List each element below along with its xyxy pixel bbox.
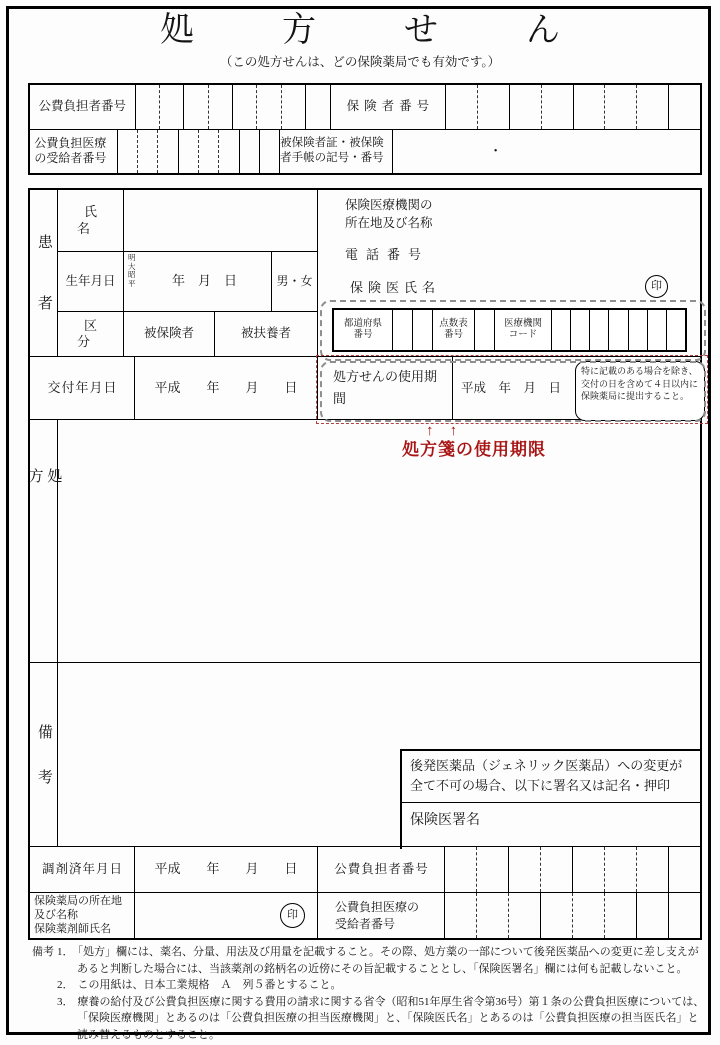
digit-cell[interactable] (510, 85, 542, 129)
digit-cell[interactable] (637, 847, 669, 892)
period-date-field[interactable]: 平成 年 月 日 (461, 380, 562, 395)
digit-cell[interactable] (179, 130, 199, 174)
generic-change-text: 後発医薬品（ジェネリック医薬品）への変更が全て不可の場合、以下に署名又は記名・押印 (402, 751, 702, 803)
kohi-futansha-number-label-bottom: 公費負担者番号 (318, 847, 445, 893)
digit-cell[interactable] (199, 130, 219, 174)
hokensha-number-label: 保険者番号 (331, 85, 446, 129)
digit-cell[interactable] (160, 85, 184, 129)
pharmacy-label: 保険薬局の所在地及び名称 保険薬剤師氏名 (30, 893, 135, 938)
patient-section-label: 患者 (30, 190, 58, 357)
digit-cell[interactable] (209, 85, 233, 129)
annotation-text: 処方箋の使用期限 (402, 440, 546, 459)
digit-cell[interactable] (478, 85, 510, 129)
category-dependent-cell[interactable]: 被扶養者 (215, 312, 318, 357)
digit-cell[interactable] (282, 85, 306, 129)
pref-number-label: 都道府県番号 (334, 310, 393, 350)
category-insured-cell[interactable]: 被保険者 (124, 312, 215, 357)
kohi-futansha-number-cells-bottom (445, 847, 700, 893)
doctor-seal-icon: 印 (645, 275, 668, 298)
dispensed-date-label: 調剤済年月日 (30, 847, 135, 893)
digit-cell[interactable] (509, 847, 541, 892)
digit-cell[interactable] (573, 847, 605, 892)
issue-date-field[interactable]: 平成 年 月 日 (135, 357, 318, 420)
digit-cell[interactable] (260, 130, 279, 174)
patient-name-field[interactable] (124, 190, 318, 252)
birthdate-ymd: 年 月 日 (171, 273, 237, 289)
table-row (30, 130, 700, 174)
table-row (30, 85, 700, 130)
patient-sex-field[interactable]: 男・女 (272, 252, 318, 312)
digit-cell[interactable] (637, 893, 669, 938)
clinic-phone-label: 電話番号 (345, 247, 430, 262)
digit-cell[interactable] (240, 130, 260, 174)
clinic-address-label: 保険医療機関の所在地及び名称 (345, 198, 433, 231)
footnote-item: 3． 療養の給付及び公費負担医療に関する費用の請求に関する省令（昭和51年厚生省令第36号）第１条の公費負担医療については、「保険医療機関」とあるのは「公費負担医療の担当医療機関」と、「保険医氏名」とあるのは「公費負担医療の担当医氏名」と読み替えるものとすること。 (57, 995, 705, 1041)
era-options: 明大昭平 (128, 253, 136, 288)
digit-cell[interactable] (306, 85, 329, 129)
form-title: 処方せん (160, 12, 648, 49)
digit-cell[interactable] (573, 893, 605, 938)
digit-cell[interactable] (118, 130, 138, 174)
patient-name-label: 氏名 (58, 190, 124, 252)
generic-change-box (400, 749, 702, 849)
digit-cell[interactable] (574, 85, 606, 129)
digit-cell[interactable] (233, 85, 257, 129)
digit-cell[interactable] (219, 130, 239, 174)
pharmacy-name-field[interactable] (135, 893, 318, 938)
digit-cell[interactable] (669, 847, 700, 892)
kohi-jukyusha-number-cells (118, 130, 280, 174)
digit-cell[interactable] (541, 893, 573, 938)
period-label: 処方せんの使用期間 (318, 357, 453, 420)
prescription-body-field[interactable] (58, 420, 700, 663)
digit-cell[interactable] (445, 893, 477, 938)
hihokensha-kigo-label: 被保険者証・被保険者手帳の記号・番号 (280, 130, 393, 174)
digit-cell[interactable] (605, 847, 637, 892)
digit-cell[interactable] (669, 85, 700, 129)
kohi-futansha-number-cells (136, 85, 331, 129)
kohi-jukyusha-number-label: 公費負担医療の受給者番号 (30, 130, 118, 174)
digit-cell[interactable] (257, 85, 281, 129)
digit-cell[interactable] (509, 893, 541, 938)
digit-cell[interactable] (138, 130, 158, 174)
highlight-red-dashed-box (316, 355, 708, 424)
digit-cell[interactable] (477, 847, 509, 892)
digit-cell[interactable] (541, 847, 573, 892)
digit-cell[interactable] (669, 893, 700, 938)
footnote-item: 1． 「処方」欄には、薬名、分量、用法及び用量を記載すること。その際、処方薬の一部について後発医薬品への変更に差し支えがあると判断した場合には、当該薬剤の銘柄名の近傍にその旨記載することとし、「保険医署名」欄には何も記載しないこと。 (57, 946, 699, 975)
kohi-futansha-number-label: 公費負担者番号 (30, 85, 136, 129)
digit-cell[interactable] (605, 893, 637, 938)
insurer-number-table (28, 83, 702, 175)
digit-cell[interactable] (477, 893, 509, 938)
doctor-name-label: 保険医氏名 (350, 280, 441, 295)
code-guide-dashed-box (320, 300, 706, 361)
digit-cell[interactable] (158, 130, 178, 174)
kohi-jukyusha-number-cells-bottom (445, 893, 700, 938)
kigo-bango-field[interactable]: ・ (489, 143, 503, 159)
remarks-section-label: 備考 (30, 663, 58, 847)
digit-cell[interactable] (184, 85, 208, 129)
prescription-section-label: 処方 (30, 420, 58, 663)
digit-cell[interactable] (446, 85, 478, 129)
period-note: 特に記載のある場合を除き、交付の日を含めて４日以内に保険薬局に提出すること。 (575, 361, 705, 421)
form-subtitle: （この処方せんは、どの保険薬局でも有効です。） (219, 55, 501, 69)
score-table-number-label: 点数表番号 (433, 310, 475, 350)
digit-cell[interactable] (637, 85, 669, 129)
footnotes (30, 944, 706, 1043)
digit-cell[interactable] (542, 85, 574, 129)
kohi-jukyusha-number-label-bottom: 公費負担医療の受給者番号 (318, 893, 445, 938)
annotation-arrows: ↑ ↑ (426, 422, 464, 439)
pharmacist-seal-icon: 印 (280, 903, 305, 928)
hokensha-number-cells (446, 85, 700, 129)
doctor-signature-label[interactable]: 保険医署名 (410, 813, 480, 828)
footnotes-heading: 備考 (32, 946, 54, 958)
digit-cell[interactable] (136, 85, 160, 129)
digit-cell[interactable] (445, 847, 477, 892)
dispensed-date-field[interactable]: 平成 年 月 日 (135, 847, 318, 893)
patient-birthdate-field[interactable] (124, 252, 272, 312)
footnote-item: 2． この用紙は、日本工業規格 Ａ 列５番とすること。 (57, 979, 342, 991)
digit-cell[interactable] (605, 85, 637, 129)
issue-date-label: 交付年月日 (30, 357, 135, 420)
institution-code-label: 医療機関コード (495, 310, 552, 350)
patient-category-label: 区分 (58, 312, 124, 357)
patient-birthdate-label: 生年月日 (58, 252, 124, 312)
